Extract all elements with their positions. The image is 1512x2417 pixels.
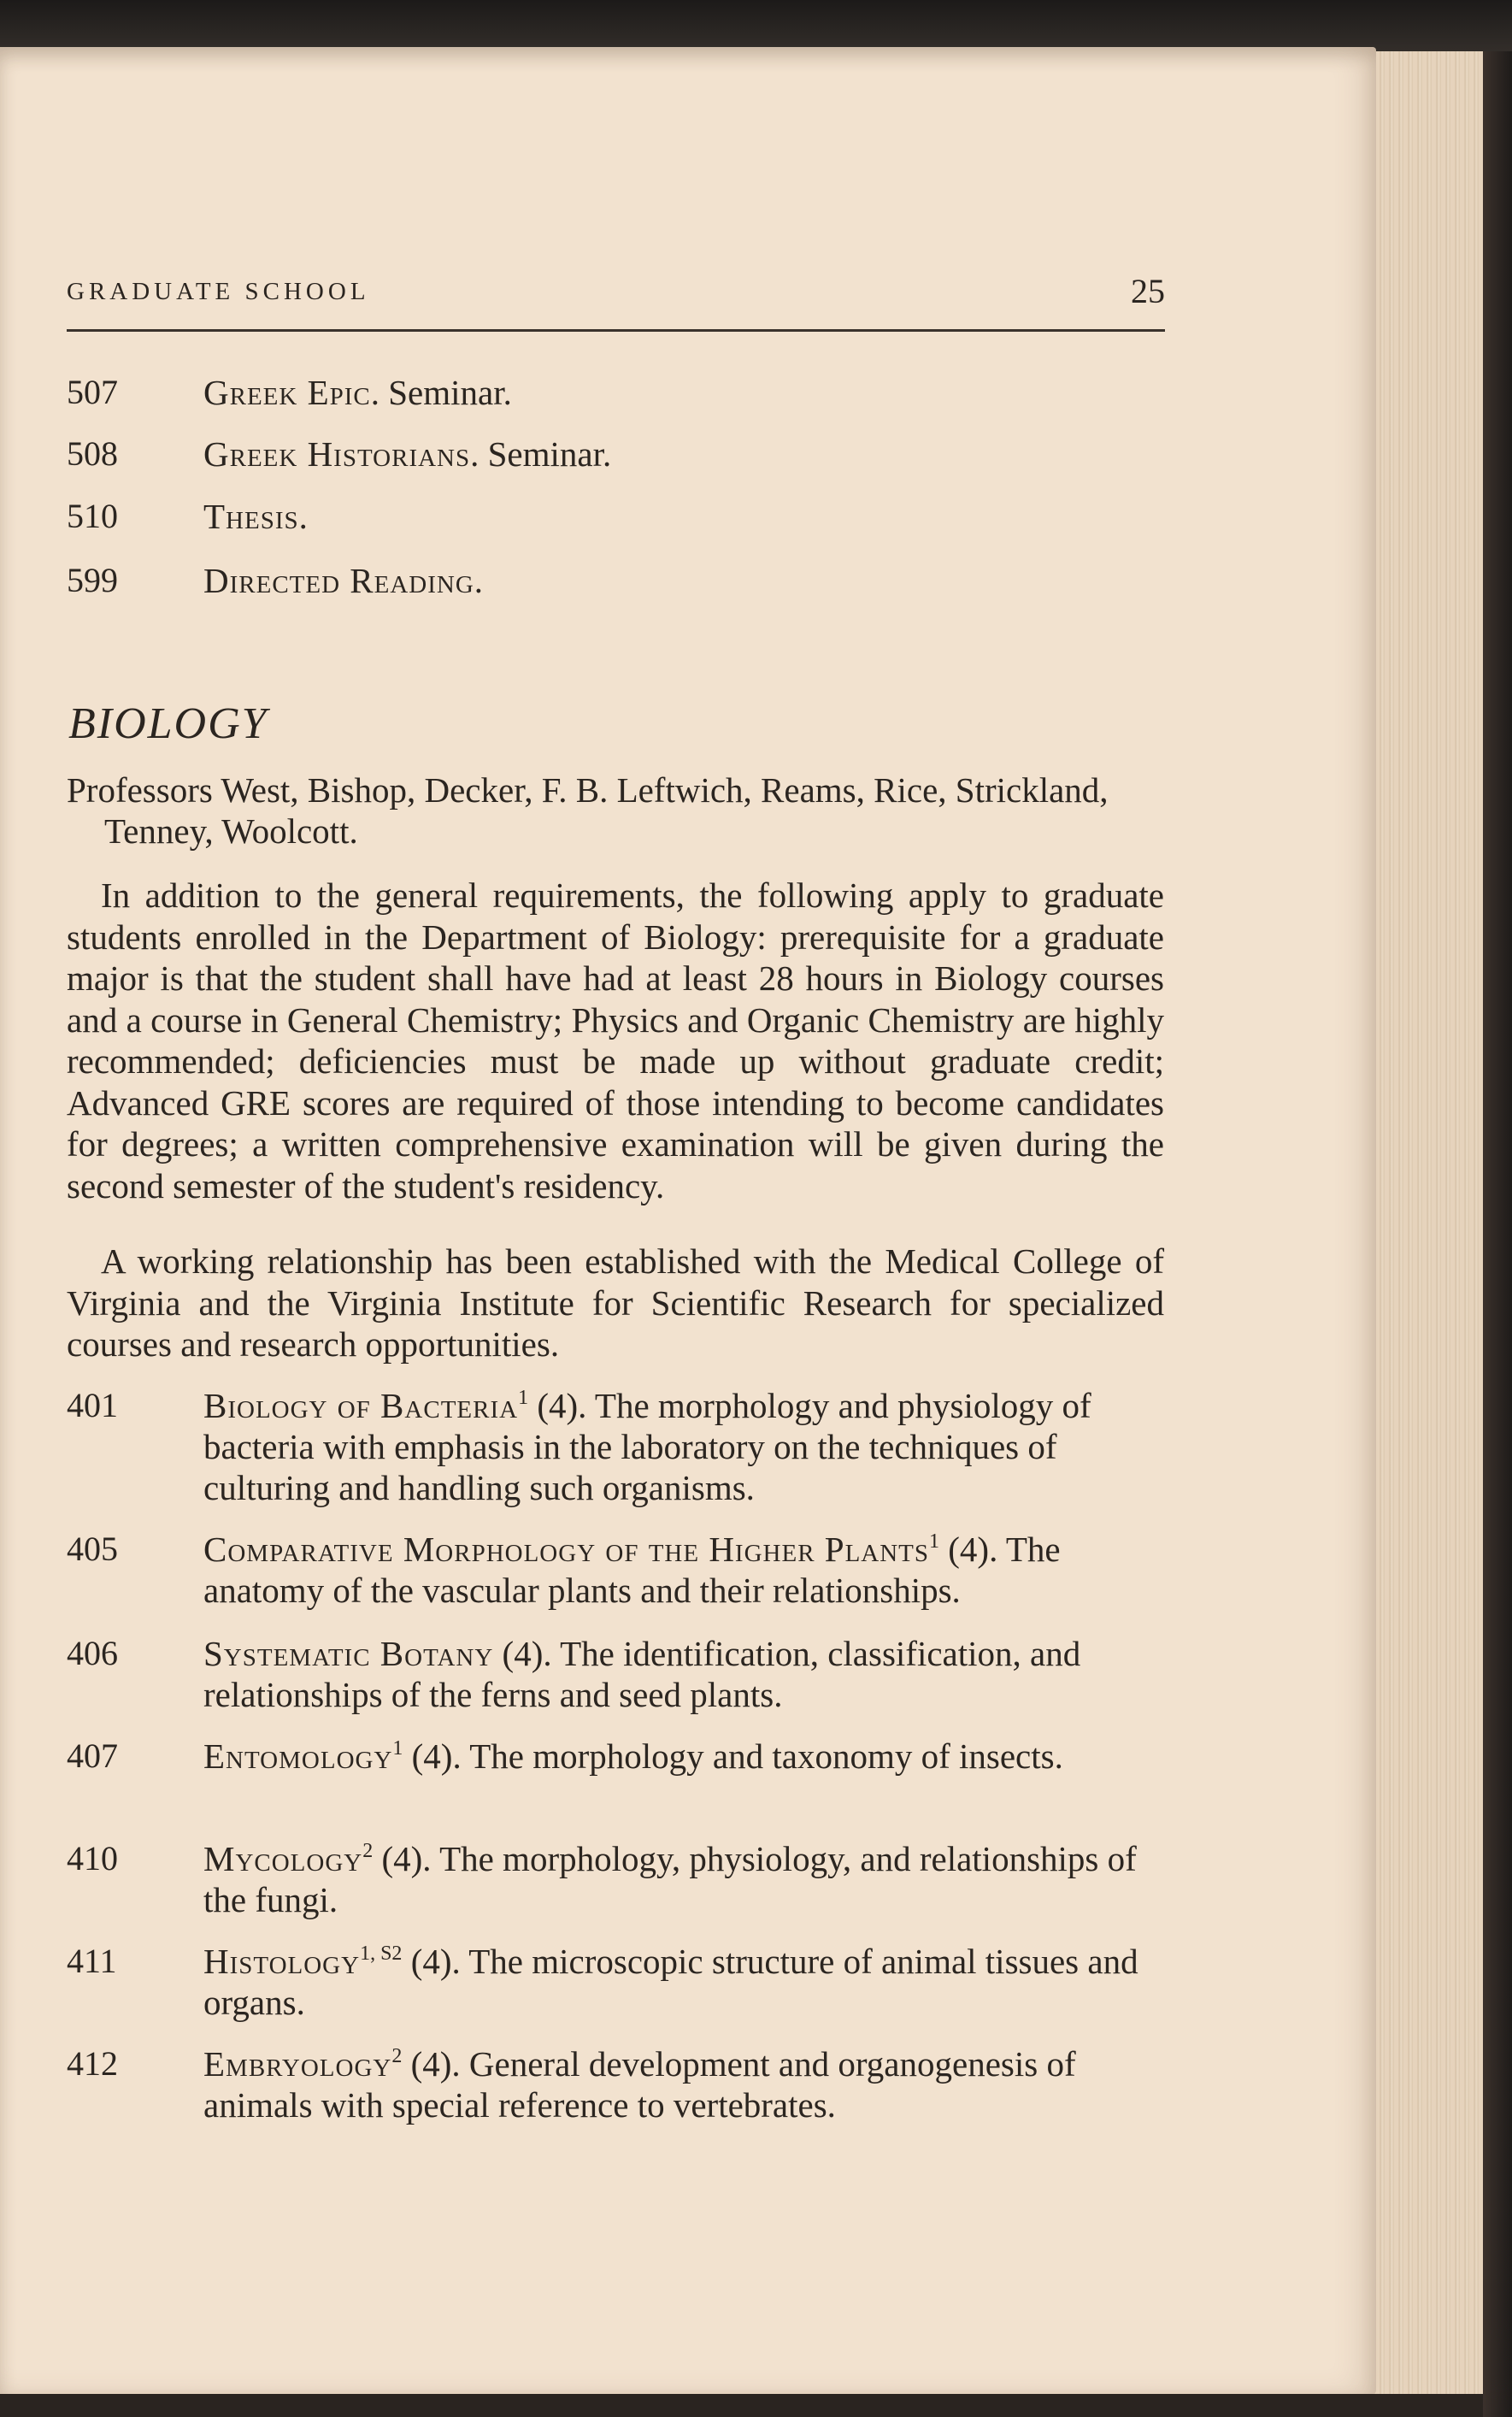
- course-text: [203, 1385, 1169, 1508]
- course-description: General development and organogenesis of animals with special reference to vertebrates.: [203, 2044, 1076, 2125]
- course-description: The microscopic structure of animal tissues and organs.: [203, 1942, 1138, 2022]
- course-credits: (4).: [528, 1386, 595, 1425]
- course-title: Directed Reading: [203, 561, 474, 600]
- page-content: [0, 47, 1376, 2394]
- course-number: 410: [67, 1839, 118, 1878]
- book-edge: [1483, 51, 1512, 2417]
- course-title: Biology of Bacteria: [203, 1386, 519, 1425]
- course-credits: (4).: [493, 1634, 561, 1673]
- course-title: Greek Epic: [203, 373, 371, 412]
- course-text: [203, 1633, 1169, 1715]
- course-text: [203, 560, 1169, 601]
- course-number: 411: [67, 1942, 117, 1980]
- course-note: . Seminar.: [470, 434, 612, 474]
- course-number: 412: [67, 2044, 118, 2083]
- course-footnote: 1: [392, 1737, 403, 1760]
- course-footnote: 2: [362, 1840, 374, 1862]
- faculty-list: Professors West, Bishop, Decker, F. B. Leftwich, Reams, Rice, Strickland, Tenney, Woolcott.: [67, 770, 1109, 851]
- course-note: .: [474, 561, 484, 600]
- running-header: [67, 272, 1165, 332]
- course-title: Comparative Morphology of the Higher Plants: [203, 1530, 930, 1569]
- course-credits: (4).: [403, 1736, 470, 1776]
- course-number: 508: [67, 434, 118, 473]
- course-text: [203, 2043, 1169, 2125]
- course-description: The anatomy of the vascular plants and their relationships.: [203, 1530, 1061, 1610]
- course-title: Mycology: [203, 1839, 363, 1878]
- course-text: [203, 433, 1169, 475]
- header-title: GRADUATE SCHOOL: [67, 278, 370, 305]
- course-text: [203, 1941, 1169, 2023]
- course-title: Embryology: [203, 2044, 392, 2084]
- course-text: [203, 1529, 1169, 1611]
- course-title: Histology: [203, 1942, 361, 1981]
- course-text: [203, 496, 1169, 537]
- course-credits: (4).: [939, 1530, 1006, 1569]
- course-footnote: 1, S2: [360, 1942, 403, 1965]
- course-credits: (4).: [402, 2044, 469, 2084]
- course-footnote: 1: [929, 1530, 940, 1553]
- requirements-paragraph: In addition to the general requirements, the following apply to graduate students enrolled in the Department of Biology: prerequisite for a graduate major is that the student shall have had at least 28 hours in Biology courses and a course in General Chemistry; Physics and Organic Chemistry are highly recommended; deficiencies must be made up without graduate credit; Advanced GRE scores are required of those intending to become candidates for degrees; a written comprehensive examination will be given during the second semester of the student's residency.: [67, 875, 1164, 1206]
- course-text: [203, 1838, 1169, 1920]
- course-number: 510: [67, 497, 118, 535]
- course-number: 507: [67, 373, 118, 411]
- course-note: .: [298, 497, 308, 536]
- course-description: The morphology and taxonomy of insects.: [469, 1736, 1063, 1776]
- course-text: [203, 372, 1169, 413]
- course-title: Greek Historians: [203, 434, 471, 474]
- course-title: Thesis: [203, 497, 299, 536]
- course-title: Entomology: [203, 1736, 393, 1776]
- course-text: [203, 1736, 1169, 1777]
- course-description: The identification, classification, and relationships of the ferns and seed plants.: [203, 1634, 1081, 1714]
- course-footnote: 1: [518, 1387, 529, 1409]
- course-description: The morphology, physiology, and relationships of the fungi.: [203, 1839, 1137, 1919]
- course-number: 406: [67, 1634, 118, 1672]
- course-footnote: 2: [391, 2045, 403, 2067]
- book-page: [0, 47, 1376, 2394]
- page-number: 25: [1131, 272, 1165, 310]
- course-number: 401: [67, 1386, 118, 1424]
- course-number: 599: [67, 561, 118, 599]
- course-credits: (4).: [373, 1839, 440, 1878]
- section-title: BIOLOGY: [68, 699, 268, 748]
- course-note: . Seminar.: [370, 373, 512, 412]
- course-number: 407: [67, 1736, 118, 1775]
- relationship-paragraph: A working relationship has been established with the Medical College of Virginia and the Virginia Institute for Scientific Research for specialized courses and research opportunities.: [67, 1241, 1164, 1364]
- course-number: 405: [67, 1530, 118, 1568]
- course-credits: (4).: [402, 1942, 469, 1981]
- course-description: The morphology and physiology of bacteria with emphasis in the laboratory on the techniques of culturing and handling such organisms.: [203, 1386, 1091, 1507]
- course-title: Systematic Botany: [203, 1634, 494, 1673]
